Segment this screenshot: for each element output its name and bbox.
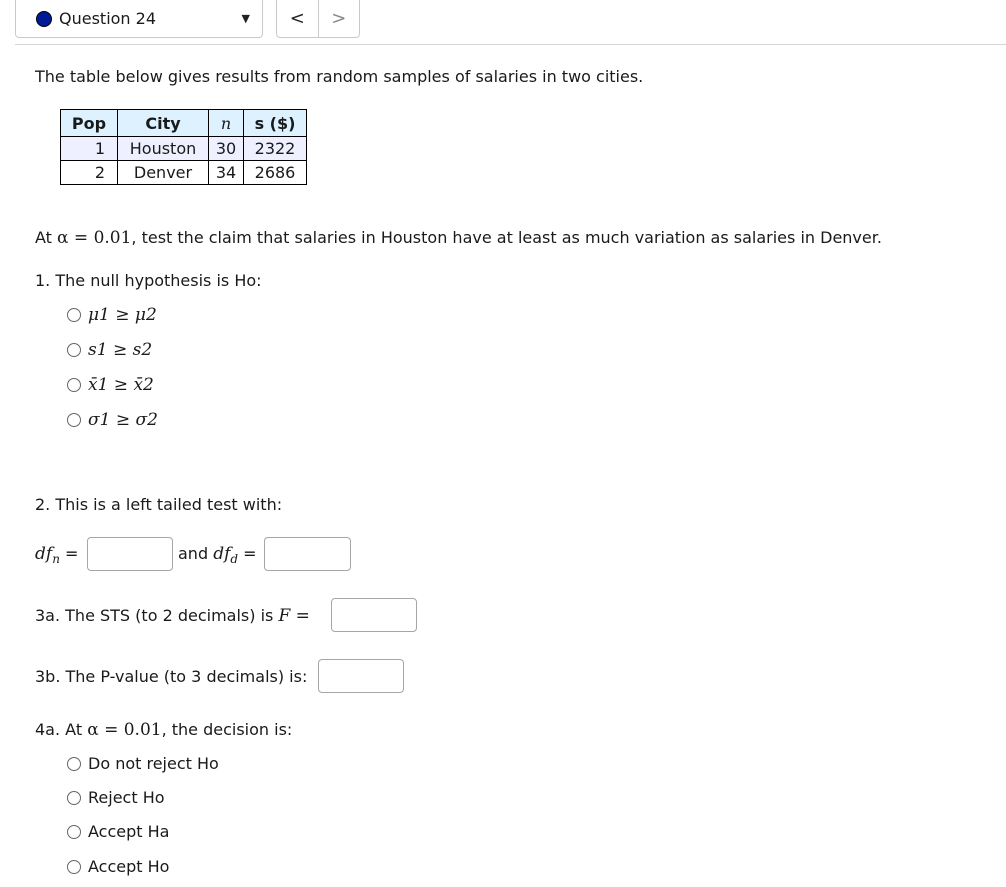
dfd-symbol: df [213,544,231,564]
header-city: City [118,110,209,137]
q1-option[interactable] [67,340,152,360]
table-row [61,161,307,185]
cell-city: Denver [118,161,209,185]
claim-alpha: α = 0.01 [57,228,132,248]
q4a-option[interactable] [67,788,165,807]
q4a-option[interactable] [67,822,169,841]
dfd-equals: = [243,544,257,563]
dfd-label [178,544,257,566]
dfn-sub: n [52,552,60,567]
pvalue-input[interactable] [318,659,404,693]
header-s: s ($) [244,110,307,137]
q1-prompt: 1. The null hypothesis is Ho: [35,271,262,290]
table-row [61,137,307,161]
radio-button[interactable] [67,378,81,392]
data-table [60,109,307,185]
q3a-stat-expr: F = [278,606,310,626]
claim-text [35,228,882,248]
q4a-prefix: 4a. At [35,720,88,739]
next-question-button[interactable]: > [318,0,360,37]
q4a-suffix: , the decision is: [161,720,293,739]
q4a-option-label: Accept Ha [88,822,170,841]
table-header-row [61,110,307,137]
question-status-dot [36,11,52,27]
dfd-input[interactable] [264,537,351,571]
prev-question-button[interactable]: < [289,8,305,29]
radio-button[interactable] [67,860,81,874]
claim-suffix: , test the claim that salaries in Houston have at least as much variation as salaries in Denver. [131,228,882,247]
radio-button[interactable] [67,343,81,357]
radio-button[interactable] [67,825,81,839]
dfn-symbol: df [35,544,53,564]
q4a-option-label: Accept Ho [88,857,170,876]
q1-option[interactable] [67,305,157,325]
q1-option[interactable] [67,410,158,430]
radio-button[interactable] [67,791,81,805]
dfn-equals: = [65,544,79,563]
cell-pop: 2 [61,161,118,185]
question-nav [276,0,360,38]
radio-button[interactable] [67,308,81,322]
q4a-prompt [35,720,292,740]
question-selector[interactable] [15,0,263,38]
cell-n: 34 [209,161,244,185]
claim-prefix: At [35,228,58,247]
question-label: Question 24 [59,9,157,28]
dfn-input[interactable] [87,537,173,571]
q3b-prompt: 3b. The P-value (to 3 decimals) is: [35,667,308,686]
cell-s: 2686 [244,161,307,185]
q4a-alpha: α = 0.01 [87,720,162,740]
q1-option[interactable] [67,375,154,395]
q1-option-label: x̄1 ≥ x̄2 [88,375,154,395]
cell-city: Houston [118,137,209,161]
header-divider [15,44,1006,45]
q4a-option-label: Do not reject Ho [88,754,219,773]
q4a-option[interactable] [67,754,219,773]
and-text: and [178,544,214,563]
radio-button[interactable] [67,413,81,427]
intro-text: The table below gives results from random samples of salaries in two cities. [35,67,644,86]
cell-pop: 1 [61,137,118,161]
q1-option-label: σ1 ≥ σ2 [88,410,158,430]
cell-s: 2322 [244,137,307,161]
header-n: n [209,110,244,137]
q3a-prompt-text: 3a. The STS (to 2 decimals) is [35,606,279,625]
radio-button[interactable] [67,757,81,771]
dfn-label [35,544,78,566]
q2-prompt: 2. This is a left tailed test with: [35,495,283,514]
header-pop: Pop [61,110,118,137]
sts-input[interactable] [331,598,417,632]
q3a-prompt [35,606,310,626]
q1-option-label: μ1 ≥ μ2 [88,305,157,325]
dropdown-caret-icon: ▼ [241,12,250,25]
q1-option-label: s1 ≥ s2 [88,340,153,360]
dfd-sub: d [230,552,239,567]
q4a-option[interactable] [67,857,169,876]
q4a-option-label: Reject Ho [88,788,165,807]
cell-n: 30 [209,137,244,161]
